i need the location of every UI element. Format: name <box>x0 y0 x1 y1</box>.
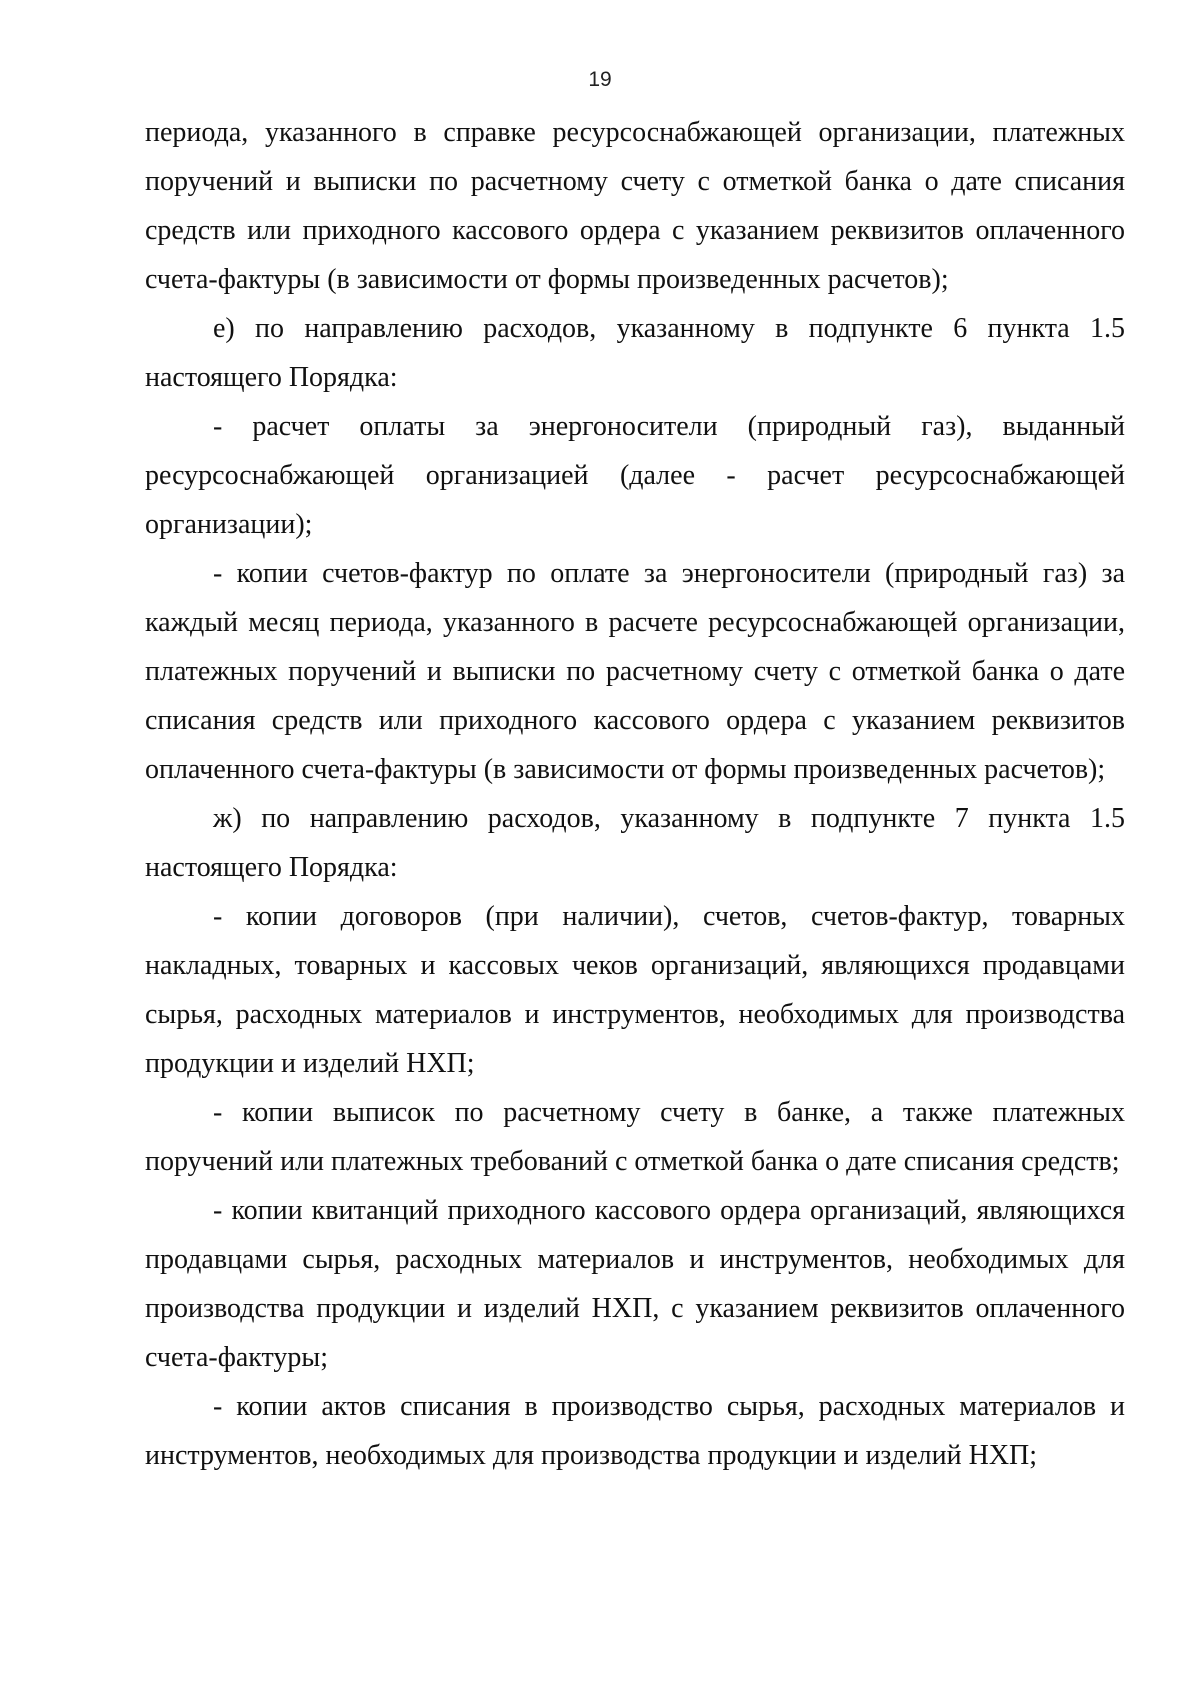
paragraph-item-zh: ж) по направлению расходов, указанному в подпункте 7 пункта 1.5 настоящего Порядка: <box>145 803 1125 883</box>
document-body <box>145 108 1125 1480</box>
paragraph-bullet: - копии квитанций приходного кассового ордера организаций, являющихся продавцами сырья, расходных материалов и инструментов, необходимых для производства продукции и изделий НХП, с указанием реквизитов оплаченного счета-фактуры; <box>145 1195 1125 1373</box>
paragraph-bullet: - копии актов списания в производство сырья, расходных материалов и инструментов, необходимых для производства продукции и изделий НХП; <box>145 1391 1125 1471</box>
paragraph-continuation: периода, указанного в справке ресурсоснабжающей организации, платежных поручений и выписки по расчетному счету с отметкой банка о дате списания средств или приходного кассового ордера с указанием реквизитов оплаченного счета-фактуры (в зависимости от формы произведенных расчетов); <box>145 117 1125 295</box>
paragraph-bullet: - копии договоров (при наличии), счетов, счетов-фактур, товарных накладных, товарных и кассовых чеков организаций, являющихся продавцами сырья, расходных материалов и инструментов, необходимых для производства продукции и изделий НХП; <box>145 901 1125 1079</box>
page-number: 19 <box>588 68 612 91</box>
paragraph-item-e: е) по направлению расходов, указанному в подпункте 6 пункта 1.5 настоящего Порядка: <box>145 313 1125 393</box>
paragraph-bullet: - копии выписок по расчетному счету в банке, а также платежных поручений или платежных требований с отметкой банка о дате списания средств; <box>145 1097 1125 1177</box>
paragraph-bullet: - расчет оплаты за энергоносители (природный газ), выданный ресурсоснабжающей организацией (далее - расчет ресурсоснабжающей организации); <box>145 411 1125 540</box>
paragraph-bullet: - копии счетов-фактур по оплате за энергоносители (природный газ) за каждый месяц периода, указанного в расчете ресурсоснабжающей организации, платежных поручений и выписки по расчетному счету с отметкой банка о дате списания средств или приходного кассового ордера с указанием реквизитов оплаченного счета-фактуры (в зависимости от формы произведенных расчетов); <box>145 558 1125 785</box>
